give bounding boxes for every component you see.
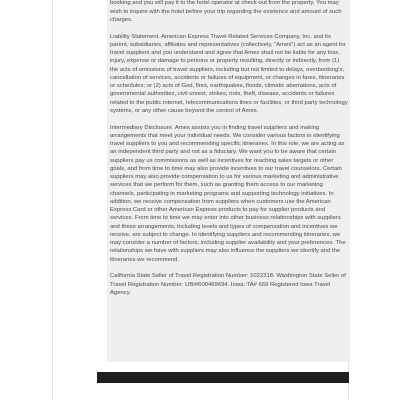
hotel-charges-paragraph: booking and you will pay it to the hotel operator at check-out from the property. You may wish to inquire with the hotel before your trip regarding the existence and amount of such charges. (110, 0, 342, 23)
intermediary-disclosure-paragraph: Intermediary Disclosure. Amex assists you in finding travel suppliers and making arrangements that meet your individual needs. We consider various factors in identifying travel suppliers to you and recommending specific itineraries. In this role, we are acting as an independent third party and not as a fiduciary. We want you to be aware that certain suppliers pay us commissions as well as incentives for reaching sales targets or other goals, and from time to time may also provide incentives to our travel counselors. Certain suppliers may also provide compensation to us for various marketing and administrative services that we perform for them, such as granting them access to our marketing channels, participating in marketing programs and supporting technology initiatives. In addition, we receive compensation from suppliers when customers use the American Express Card or other American Express products to pay for supplier products and services. From time to time we may enter into other business relationships with suppliers and these arrangements, including levels and types of compensation and incentives we receive, are subject to change. In identifying suppliers and recommending itineraries, we may consider a number of factors, including supplier availability and your preferences. The relationships we have with suppliers may also influence the suppliers we identify and the itineraries we recommend. (110, 124, 346, 263)
seller-of-travel-registration-paragraph: California State Seller of Travel Registration Number: 1022318. Washington State Seller of Travel Registration Number: UBI#600469694. Iowa: TA# 669 Registered Iowa Travel Agency. (110, 273, 346, 296)
liability-statement-paragraph: Liability Statement. American Express Travel Related Services Company, Inc. and its parent, subsidiaries, affiliates and representatives (collectively, "Amex") act as an agent for travel suppliers and you understand and agree that Amex shall not be liable for any loss, injury, expense or damage to persons or property resulting, directly or indirectly, from (1) the acts of omissions of travel suppliers, including but not limited to delays, overbooking's, cancellation of services, accidents or failures of equipment, or changes in fares, itineraries or schedules; or (2) acts of God, fires, earthquakes, floods, climatic aberrations, acts of governmental authorities, civil unrest, strikes, riots, theft, disease, accidents or failures related to the public internet, telecommunications lines or facilities, or third party technology systems, or any other cause beyond the control of Amex. (110, 33, 348, 114)
footer-bar (97, 372, 349, 383)
terms-and-conditions-panel[interactable] (107, 0, 350, 362)
